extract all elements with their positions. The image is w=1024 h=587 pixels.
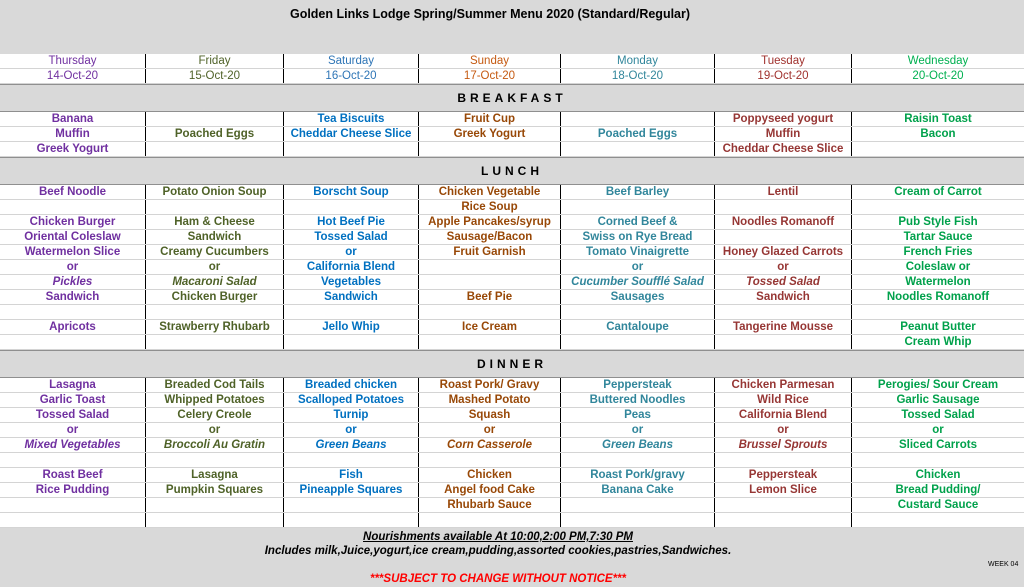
includes-line: Includes milk,Juice,yogurt,ice cream,pudding,assorted cookies,pastries,Sandwiches. xyxy=(264,545,732,557)
lunch-cell: Tomato Vinaigrette xyxy=(561,245,715,259)
lunch-cell: California Blend xyxy=(284,260,419,274)
breakfast-cell: Cheddar Cheese Slice xyxy=(284,127,419,141)
lunch-cell: Honey Glazed Carrots xyxy=(715,245,852,259)
lunch-cell: Corned Beef & xyxy=(561,215,715,229)
dinner-cell: Perogies/ Sour Cream xyxy=(877,379,999,391)
lunch-cell xyxy=(715,200,852,214)
lunch-cell: Cantaloupe xyxy=(561,320,715,334)
lunch-cell: or xyxy=(146,260,284,274)
dinner-cell: Garlic Sausage xyxy=(896,394,980,406)
dinner-cell: Mashed Potato xyxy=(419,393,561,407)
dinner-cell xyxy=(0,513,146,527)
dinner-cell: Lasagna xyxy=(146,468,284,482)
dinner-cell: Turnip xyxy=(284,408,419,422)
dinner-cell: Breaded Cod Tails xyxy=(146,378,284,392)
dinner-row xyxy=(0,438,1024,453)
dinner-cell xyxy=(561,513,715,527)
week-label: WEEK 04 xyxy=(988,561,1019,568)
lunch-cell: Peanut Butter xyxy=(900,321,976,333)
dinner-cell xyxy=(146,513,284,527)
dinner-cell: Roast Pork/gravy xyxy=(561,468,715,482)
breakfast-cell: Greek Yogurt xyxy=(419,127,561,141)
dinner-cell: Garlic Toast xyxy=(0,393,146,407)
lunch-cell: Macaroni Salad xyxy=(146,275,284,289)
lunch-cell: Jello Whip xyxy=(284,320,419,334)
lunch-cell xyxy=(715,305,852,319)
dinner-row xyxy=(0,378,1024,393)
lunch-cell: Beef Pie xyxy=(419,290,561,304)
lunch-cell: Hot Beef Pie xyxy=(284,215,419,229)
dinner-cell: Buttered Noodles xyxy=(561,393,715,407)
lunch-cell xyxy=(0,200,146,214)
dinner-cell: Sliced Carrots xyxy=(899,439,977,451)
lunch-cell: or xyxy=(284,245,419,259)
weekday-header-row xyxy=(0,54,1024,69)
dinner-cell: Breaded chicken xyxy=(284,378,419,392)
weekday-label: Sunday xyxy=(419,54,561,68)
lunch-row xyxy=(0,260,1024,275)
lunch-cell: Swiss on Rye Bread xyxy=(561,230,715,244)
lunch-cell xyxy=(0,335,146,349)
lunch-cell: Strawberry Rhubarb xyxy=(146,320,284,334)
breakfast-cell: Muffin xyxy=(0,127,146,141)
dinner-cell: Scalloped Potatoes xyxy=(284,393,419,407)
lunch-cell xyxy=(419,335,561,349)
breakfast-cell: Banana xyxy=(0,112,146,126)
dinner-cell: Wild Rice xyxy=(715,393,852,407)
breakfast-row xyxy=(0,142,1024,157)
lunch-row xyxy=(0,215,1024,230)
dinner-cell: Roast Pork/ Gravy xyxy=(419,378,561,392)
breakfast-cell xyxy=(561,112,715,126)
dinner-cell xyxy=(715,453,852,467)
dinner-cell: or xyxy=(561,423,715,437)
dinner-cell: Celery Creole xyxy=(146,408,284,422)
breakfast-section-header: BREAKFAST xyxy=(0,84,1024,112)
lunch-cell xyxy=(715,335,852,349)
dinner-cell xyxy=(561,453,715,467)
lunch-cell: Lentil xyxy=(715,185,852,199)
lunch-cell xyxy=(146,200,284,214)
lunch-cell: or xyxy=(715,260,852,274)
dinner-cell xyxy=(561,498,715,512)
date-label: 15-Oct-20 xyxy=(146,69,284,83)
date-label: 19-Oct-20 xyxy=(715,69,852,83)
weekday-label: Friday xyxy=(146,54,284,68)
lunch-cell xyxy=(852,305,1024,319)
lunch-cell: or xyxy=(0,260,146,274)
dinner-cell: California Blend xyxy=(715,408,852,422)
lunch-cell xyxy=(419,275,561,289)
breakfast-cell: Poppyseed yogurt xyxy=(715,112,852,126)
breakfast-cell xyxy=(561,142,715,156)
dinner-cell: Corn Casserole xyxy=(419,438,561,452)
dinner-cell xyxy=(715,513,852,527)
lunch-cell xyxy=(561,335,715,349)
dinner-cell: Chicken xyxy=(419,468,561,482)
dinner-cell: Chicken xyxy=(915,469,961,481)
lunch-cell: Oriental Coleslaw xyxy=(0,230,146,244)
date-header-row xyxy=(0,69,1024,84)
dinner-cell: Whipped Potatoes xyxy=(146,393,284,407)
date-label: 16-Oct-20 xyxy=(284,69,419,83)
lunch-cell: Coleslaw or xyxy=(905,261,971,273)
lunch-cell: Sandwich xyxy=(146,230,284,244)
dinner-cell: Custard Sauce xyxy=(897,499,979,511)
lunch-cell: Pub Style Fish xyxy=(898,216,978,228)
lunch-cell xyxy=(715,230,852,244)
dinner-cell xyxy=(419,453,561,467)
lunch-cell xyxy=(419,260,561,274)
nourishments-line: Nourishments available At 10:00,2:00 PM,7:30 PM xyxy=(363,531,633,543)
weekday-label: Tuesday xyxy=(715,54,852,68)
dinner-cell xyxy=(419,513,561,527)
lunch-cell xyxy=(284,335,419,349)
dinner-cell: Angel food Cake xyxy=(419,483,561,497)
dinner-section-header: DINNER xyxy=(0,350,1024,378)
lunch-cell xyxy=(284,200,419,214)
dinner-cell: or xyxy=(0,423,146,437)
dinner-row xyxy=(0,423,1024,438)
dinner-cell: Bread Pudding/ xyxy=(895,484,981,496)
dinner-cell: Pumpkin Squares xyxy=(146,483,284,497)
breakfast-cell: Bacon xyxy=(920,128,956,140)
breakfast-cell: Tea Biscuits xyxy=(284,112,419,126)
lunch-cell xyxy=(146,335,284,349)
lunch-cell: Chicken Vegetable xyxy=(419,185,561,199)
lunch-cell: Borscht Soup xyxy=(284,185,419,199)
lunch-cell xyxy=(419,305,561,319)
lunch-cell xyxy=(146,305,284,319)
lunch-cell: Sausages xyxy=(561,290,715,304)
breakfast-cell: Poached Eggs xyxy=(561,127,715,141)
lunch-cell xyxy=(0,305,146,319)
lunch-cell: Cream Whip xyxy=(904,336,972,348)
lunch-cell: Ham & Cheese xyxy=(146,215,284,229)
lunch-cell: or xyxy=(561,260,715,274)
lunch-cell: Tangerine Mousse xyxy=(715,320,852,334)
menu-grid xyxy=(0,54,1024,528)
dinner-cell: Green Beans xyxy=(561,438,715,452)
breakfast-cell xyxy=(852,142,1024,156)
lunch-cell: Sandwich xyxy=(284,290,419,304)
lunch-cell: French Fries xyxy=(903,246,973,258)
dinner-row xyxy=(0,453,1024,468)
dinner-cell: Peas xyxy=(561,408,715,422)
dinner-row xyxy=(0,513,1024,528)
dinner-cell xyxy=(715,498,852,512)
dinner-row xyxy=(0,498,1024,513)
breakfast-cell: Poached Eggs xyxy=(146,127,284,141)
dinner-cell: Tossed Salad xyxy=(0,408,146,422)
dinner-cell: Roast Beef xyxy=(0,468,146,482)
lunch-row xyxy=(0,200,1024,215)
lunch-cell xyxy=(561,200,715,214)
weekday-label: Monday xyxy=(561,54,715,68)
date-label: 14-Oct-20 xyxy=(0,69,146,83)
page-title: Golden Links Lodge Spring/Summer Menu 2020 (Standard/Regular) xyxy=(289,7,691,21)
breakfast-cell: Fruit Cup xyxy=(419,112,561,126)
lunch-cell: Pickles xyxy=(0,275,146,289)
dinner-cell xyxy=(284,498,419,512)
lunch-section-header: LUNCH xyxy=(0,157,1024,185)
lunch-cell: Fruit Garnish xyxy=(419,245,561,259)
dinner-cell: or xyxy=(715,423,852,437)
lunch-cell xyxy=(852,200,1024,214)
lunch-row xyxy=(0,245,1024,260)
lunch-cell: Ice Cream xyxy=(419,320,561,334)
lunch-cell: Tossed Salad xyxy=(715,275,852,289)
breakfast-cell xyxy=(146,112,284,126)
dinner-cell: Squash xyxy=(419,408,561,422)
breakfast-row xyxy=(0,127,1024,142)
dinner-row xyxy=(0,483,1024,498)
dinner-cell xyxy=(852,453,1024,467)
dinner-cell xyxy=(0,498,146,512)
dinner-cell: Mixed Vegetables xyxy=(0,438,146,452)
lunch-row xyxy=(0,230,1024,245)
dinner-row xyxy=(0,408,1024,423)
lunch-cell: Sandwich xyxy=(715,290,852,304)
dinner-cell: Rhubarb Sauce xyxy=(419,498,561,512)
date-label: 18-Oct-20 xyxy=(561,69,715,83)
dinner-cell: Brussel Sprouts xyxy=(715,438,852,452)
lunch-cell: Tossed Salad xyxy=(284,230,419,244)
lunch-row xyxy=(0,185,1024,200)
breakfast-cell xyxy=(146,142,284,156)
lunch-cell: Potato Onion Soup xyxy=(146,185,284,199)
lunch-cell: Rice Soup xyxy=(419,200,561,214)
dinner-cell: or xyxy=(284,423,419,437)
lunch-row xyxy=(0,290,1024,305)
dinner-cell: Broccoli Au Gratin xyxy=(146,438,284,452)
dinner-row xyxy=(0,468,1024,483)
lunch-row xyxy=(0,335,1024,350)
lunch-cell xyxy=(561,305,715,319)
dinner-cell: or xyxy=(932,424,944,436)
dinner-cell xyxy=(0,453,146,467)
notice-line: ***SUBJECT TO CHANGE WITHOUT NOTICE*** xyxy=(369,573,626,585)
dinner-cell: Fish xyxy=(284,468,419,482)
breakfast-row xyxy=(0,112,1024,127)
lunch-cell: Beef Barley xyxy=(561,185,715,199)
dinner-cell: Green Beans xyxy=(284,438,419,452)
breakfast-cell: Greek Yogurt xyxy=(0,142,146,156)
lunch-row xyxy=(0,275,1024,290)
lunch-cell: Apple Pancakes/syrup xyxy=(419,215,561,229)
lunch-cell: Creamy Cucumbers xyxy=(146,245,284,259)
lunch-cell: Noodles Romanoff xyxy=(715,215,852,229)
lunch-cell xyxy=(284,305,419,319)
breakfast-cell: Muffin xyxy=(715,127,852,141)
dinner-cell: Pineapple Squares xyxy=(284,483,419,497)
dinner-cell xyxy=(284,513,419,527)
breakfast-cell: Raisin Toast xyxy=(904,113,972,125)
breakfast-cell xyxy=(284,142,419,156)
dinner-row xyxy=(0,393,1024,408)
lunch-row xyxy=(0,305,1024,320)
dinner-cell xyxy=(284,453,419,467)
dinner-cell: Lemon Slice xyxy=(715,483,852,497)
dinner-cell: or xyxy=(146,423,284,437)
weekday-label: Thursday xyxy=(0,54,146,68)
lunch-cell: Apricots xyxy=(0,320,146,334)
lunch-cell: Vegetables xyxy=(284,275,419,289)
lunch-cell: Tartar Sauce xyxy=(903,231,973,243)
dinner-cell: Peppersteak xyxy=(561,378,715,392)
weekday-label: Wednesday xyxy=(907,55,969,67)
lunch-cell: Sausage/Bacon xyxy=(419,230,561,244)
lunch-row xyxy=(0,320,1024,335)
dinner-cell: Banana Cake xyxy=(561,483,715,497)
dinner-cell: Peppersteak xyxy=(715,468,852,482)
breakfast-cell: Cheddar Cheese Slice xyxy=(715,142,852,156)
dinner-cell: Lasagna xyxy=(0,378,146,392)
breakfast-cell xyxy=(419,142,561,156)
dinner-cell: Chicken Parmesan xyxy=(715,378,852,392)
date-label: 17-Oct-20 xyxy=(419,69,561,83)
dinner-cell: Rice Pudding xyxy=(0,483,146,497)
dinner-cell xyxy=(146,453,284,467)
dinner-cell xyxy=(146,498,284,512)
lunch-cell: Sandwich xyxy=(0,290,146,304)
lunch-cell: Chicken Burger xyxy=(0,215,146,229)
lunch-cell: Noodles Romanoff xyxy=(886,291,990,303)
dinner-cell xyxy=(852,513,1024,527)
weekday-label: Saturday xyxy=(284,54,419,68)
lunch-cell: Chicken Burger xyxy=(146,290,284,304)
date-label: 20-Oct-20 xyxy=(912,70,964,82)
lunch-cell: Watermelon xyxy=(905,276,971,288)
dinner-cell: Tossed Salad xyxy=(901,409,975,421)
lunch-cell: Cucumber Soufflé Salad xyxy=(561,275,715,289)
lunch-cell: Watermelon Slice xyxy=(0,245,146,259)
lunch-cell: Cream of Carrot xyxy=(894,186,982,198)
lunch-cell: Beef Noodle xyxy=(0,185,146,199)
dinner-cell: or xyxy=(419,423,561,437)
